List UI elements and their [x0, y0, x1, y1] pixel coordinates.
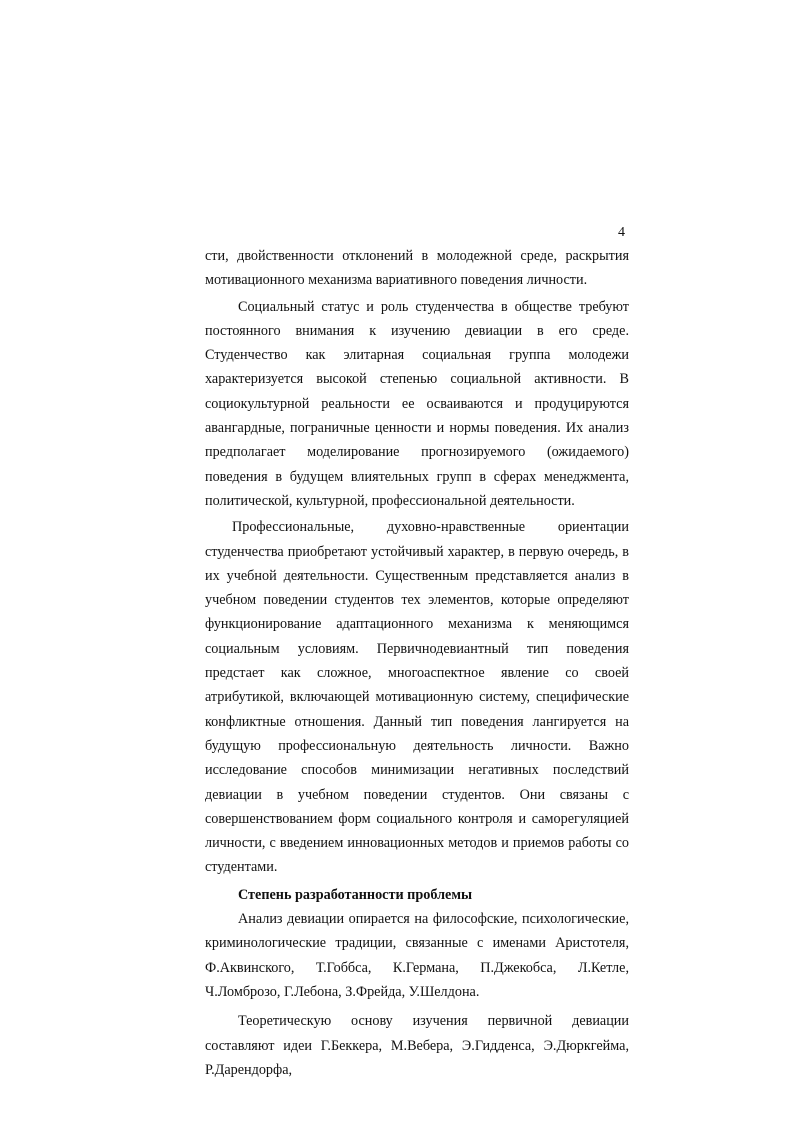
section-heading: Степень разработанности проблемы: [238, 886, 473, 903]
page-number: 4: [618, 225, 625, 240]
body-text: [205, 244, 629, 1082]
paragraph-professional-orientations: Профессиональные, духовно-нравственные ориентации студенчества приобретают устойчивый характер, в первую очередь, в их учебной деятельности. Существенным представляется анализ в учебном поведении студентов тех элементов, которые определяют функционирование адаптационного механизма к меняющимся социальным условиям. Первичнодевиантный тип поведения предстает как сложное, многоаспектное явление со своей атрибутикой, включающей мотивационную систему, специфические конфликтные отношения. Данный тип поведения лангируется на будущую профессиональную деятельность личности. Важно исследование способов минимизации негативных последствий девиации в учебном поведении студентов. Они связаны с совершенствованием форм социального контроля и саморегуляцией личности, с введением инновационных методов и приемов работы со студентами.: [205, 519, 629, 876]
paragraph-deviation-analysis: Анализ девиации опирается на философские, психологические, криминологические традиции, связанные с именами Аристотеля, Ф.Аквинского, Т.Гоббса, К.Германа, П.Джекобса, Л.Кетле, Ч.Ломброзо, Г.Лебона, З.Фрейда, У.Шелдона.: [205, 911, 629, 1000]
paragraph-theoretical-basis: Теоретическую основу изучения первичной девиации составляют идеи Г.Беккера, М.Вебера, Э.Гидденса, Э.Дюркгейма, Р.Дарендорфа,: [205, 1013, 629, 1078]
paragraph-continuation: сти, двойственности отклонений в молодежной среде, раскрытия мотивационного механизма вариативного поведения личности.: [205, 248, 629, 289]
paragraph-student-status: Социальный статус и роль студенчества в обществе требуют постоянного внимания к изучению девиации в его среде. Студенчество как элитарная социальная группа молодежи характеризуется высокой степенью социальной активности. В социокультурной реальности ее осваиваются и продуцируются авангардные, пограничные ценности и нормы поведения. Их анализ предполагает моделирование прогнозируемого (ожидаемого) поведения в будущем влиятельных групп в сферах менеджмента, политической, культурной, профессиональной деятельности.: [205, 298, 629, 509]
